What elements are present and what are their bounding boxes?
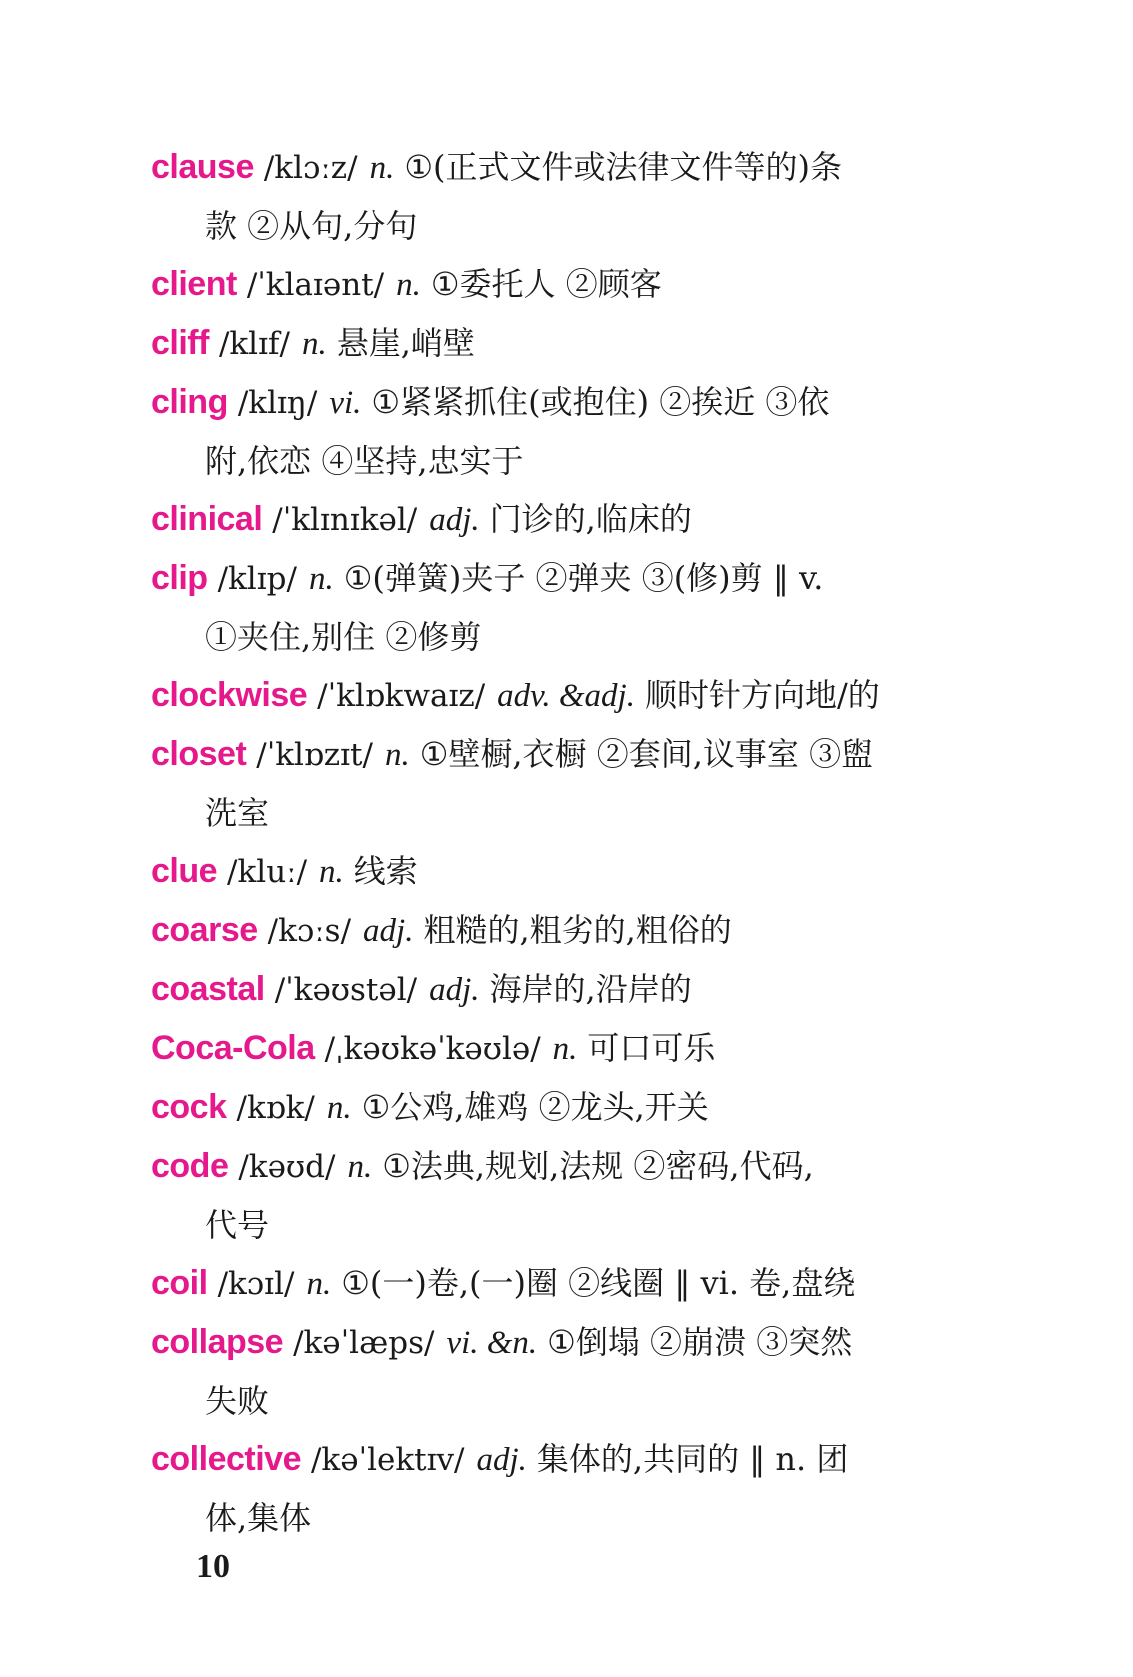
headword: clinical	[151, 500, 263, 538]
pronunciation: /ˈklaɪənt/	[246, 267, 385, 303]
definition: ①公鸡,雄鸡 ②龙头,开关	[361, 1088, 709, 1126]
entry-cling	[151, 373, 1003, 490]
pronunciation: /ˈklɪnɪkəl/	[272, 502, 418, 538]
entry-clause	[151, 138, 1003, 255]
definition: 线索	[353, 852, 418, 890]
entry-client	[151, 255, 1003, 314]
entry-collapse	[151, 1313, 1003, 1430]
definition: 门诊的,临床的	[489, 500, 692, 538]
definition: ①(弹簧)夹子 ②弹夹 ③(修)剪 ‖ v.	[343, 559, 824, 597]
headword: clue	[151, 852, 218, 890]
headword: clip	[151, 559, 208, 597]
definition: ①(正式文件或法律文件等的)条	[404, 148, 843, 186]
definition: 集体的,共同的 ‖ n. 团	[536, 1440, 849, 1478]
pronunciation: /kəʊd/	[238, 1149, 336, 1185]
part-of-speech: n.	[369, 150, 395, 186]
page-number: 10	[196, 1548, 230, 1585]
pronunciation: /kluː/	[227, 854, 308, 890]
headword: cling	[151, 383, 228, 421]
part-of-speech: adj.	[363, 913, 414, 949]
part-of-speech: n.	[384, 737, 410, 773]
entry-coil	[151, 1254, 1003, 1313]
headword: cock	[151, 1088, 227, 1126]
pronunciation: /kɒk/	[236, 1090, 315, 1126]
pronunciation: /kəˈlektɪv/	[310, 1442, 465, 1478]
headword: coastal	[151, 970, 265, 1008]
entry-cock	[151, 1078, 1003, 1137]
pronunciation: /kɔɪl/	[217, 1266, 295, 1302]
headword: client	[151, 265, 237, 303]
definition-continuation: 代号	[205, 1206, 270, 1244]
headword: coil	[151, 1264, 208, 1302]
entry-clockwise	[151, 666, 1003, 725]
pronunciation: /klɪp/	[217, 561, 297, 597]
definition: 粗糙的,粗劣的,粗俗的	[423, 911, 732, 949]
part-of-speech: adj.	[429, 502, 480, 538]
definition: ①壁橱,衣橱 ②套间,议事室 ③盥	[419, 735, 874, 773]
headword: collective	[151, 1440, 301, 1478]
pronunciation: /klɪf/	[218, 326, 290, 362]
definition: 悬崖,峭壁	[336, 324, 475, 362]
headword: clause	[151, 148, 254, 186]
definition-continuation: ①夹住,别住 ②修剪	[205, 618, 482, 656]
definition: ①委托人 ②顾客	[430, 265, 662, 303]
part-of-speech: adj.	[429, 972, 480, 1008]
pronunciation: /kəˈlæps/	[293, 1325, 435, 1361]
part-of-speech: n.	[308, 561, 334, 597]
entry-collective	[151, 1430, 1003, 1547]
entry-code	[151, 1137, 1003, 1254]
headword: cliff	[151, 324, 209, 362]
part-of-speech: adj.	[476, 1442, 527, 1478]
part-of-speech: n.	[326, 1090, 352, 1126]
part-of-speech: n.	[306, 1266, 332, 1302]
headword: Coca-Cola	[151, 1029, 315, 1067]
part-of-speech: vi. &n.	[446, 1325, 538, 1361]
definition: ①法典,规划,法规 ②密码,代码,	[382, 1147, 814, 1185]
entry-coca-cola	[151, 1019, 1003, 1078]
headword: closet	[151, 735, 247, 773]
definition: 可口可乐	[587, 1029, 716, 1067]
part-of-speech: n.	[319, 854, 344, 890]
headword: clockwise	[151, 676, 308, 714]
entry-clinical	[151, 490, 1003, 549]
entry-clue	[151, 842, 1003, 901]
part-of-speech: n.	[396, 267, 421, 303]
pronunciation: /ˌkəʊkəˈkəʊlə/	[324, 1031, 541, 1067]
pronunciation: /ˈklɒzɪt/	[256, 737, 373, 773]
headword: collapse	[151, 1323, 284, 1361]
part-of-speech: n.	[552, 1031, 578, 1067]
definition: 顺时针方向地/的	[644, 676, 880, 714]
definition: ①紧紧抓住(或抱住) ②挨近 ③依	[371, 383, 830, 421]
pronunciation: /ˈkəʊstəl/	[274, 972, 418, 1008]
entry-cliff	[151, 314, 1003, 373]
entry-closet	[151, 725, 1003, 842]
definition: ①(一)卷,(一)圈 ②线圈 ‖ vi. 卷,盘绕	[341, 1264, 856, 1302]
pronunciation: /ˈklɒkwaɪz/	[317, 678, 486, 714]
definition-continuation: 失败	[205, 1382, 270, 1420]
entry-coastal	[151, 960, 1003, 1019]
definition: 海岸的,沿岸的	[489, 970, 692, 1008]
definition-continuation: 附,依恋 ④坚持,忠实于	[205, 442, 524, 480]
part-of-speech: n.	[301, 326, 327, 362]
headword: coarse	[151, 911, 258, 949]
pronunciation: /klɪŋ/	[237, 385, 318, 421]
entry-coarse	[151, 901, 1003, 960]
entry-clip	[151, 549, 1003, 666]
definition-continuation: 款 ②从句,分句	[205, 207, 418, 245]
definition-continuation: 体,集体	[205, 1499, 312, 1537]
part-of-speech: vi.	[329, 385, 362, 421]
headword: code	[151, 1147, 229, 1185]
pronunciation: /klɔːz/	[263, 150, 358, 186]
definition-continuation: 洗室	[205, 794, 270, 832]
pronunciation: /kɔːs/	[267, 913, 352, 949]
part-of-speech: n.	[347, 1149, 373, 1185]
part-of-speech: adv. &adj.	[497, 678, 635, 714]
definition: ①倒塌 ②崩溃 ③突然	[547, 1323, 853, 1361]
